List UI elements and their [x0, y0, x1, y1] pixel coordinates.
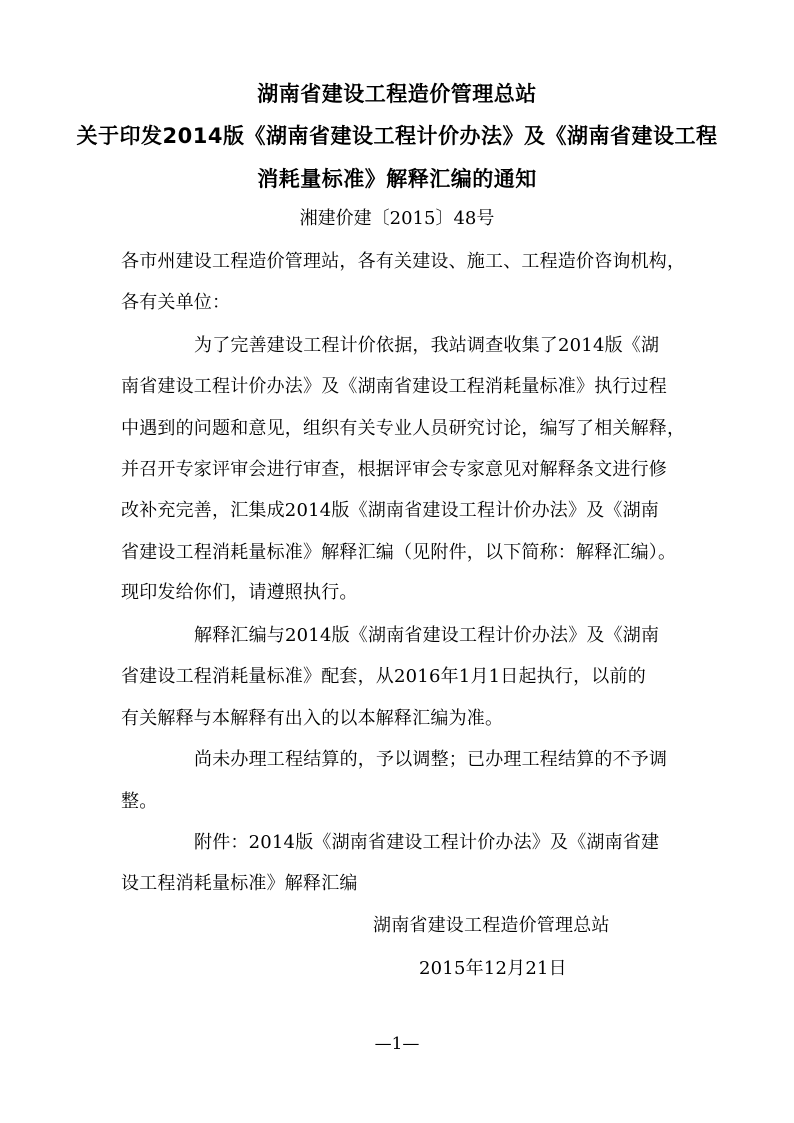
issuer-title: 湖南省建设工程造价管理总站: [257, 82, 537, 106]
attachment-line: 设工程消耗量标准》解释汇编: [121, 873, 358, 894]
paragraph-line: 省建设工程消耗量标准》解释汇编（见附件，以下简称：解释汇编）。: [121, 542, 677, 563]
paragraph-line: 现印发给你们，请遵照执行。: [121, 582, 358, 603]
salutation-line1: 各市州建设工程造价管理站，各有关建设、施工、工程造价咨询机构，: [121, 251, 686, 272]
paragraph-line: 省建设工程消耗量标准》配套，从2016年1月1日起执行，以前的: [121, 666, 646, 687]
notice-title-line1: 关于印发2014版《湖南省建设工程计价办法》及《湖南省建设工程: [76, 124, 718, 148]
paragraph-line: 为了完善建设工程计价依据，我站调查收集了2014版《湖: [194, 335, 660, 356]
paragraph-line: 解释汇编与2014版《湖南省建设工程计价办法》及《湖南: [194, 625, 660, 646]
salutation-line2: 各有关单位：: [121, 292, 231, 313]
attachment-line: 附件：2014版《湖南省建设工程计价办法》及《湖南省建: [194, 832, 660, 853]
paragraph-line: 并召开专家评审会进行审查，根据评审会专家意见对解释条文进行修: [121, 459, 667, 480]
paragraph-line: 中遇到的问题和意见，组织有关专业人员研究讨论，编写了相关解释，: [121, 418, 686, 439]
document-number: 湘建价建〔2015〕48号: [299, 208, 495, 229]
paragraph-line: 整。: [121, 791, 158, 812]
paragraph-line: 改补充完善，汇集成2014版《湖南省建设工程计价办法》及《湖南: [121, 500, 660, 521]
paragraph-line: 有关解释与本解释有出入的以本解释汇编为准。: [121, 708, 504, 729]
signature-date: 2015年12月21日: [419, 958, 567, 979]
paragraph-line: 尚未办理工程结算的，予以调整；已办理工程结算的不予调: [194, 749, 668, 770]
page-number: —1—: [374, 1034, 420, 1054]
signature-organization: 湖南省建设工程造价管理总站: [373, 915, 610, 936]
notice-title-line2: 消耗量标准》解释汇编的通知: [257, 167, 537, 191]
paragraph-line: 南省建设工程计价办法》及《湖南省建设工程消耗量标准》执行过程: [121, 376, 667, 397]
